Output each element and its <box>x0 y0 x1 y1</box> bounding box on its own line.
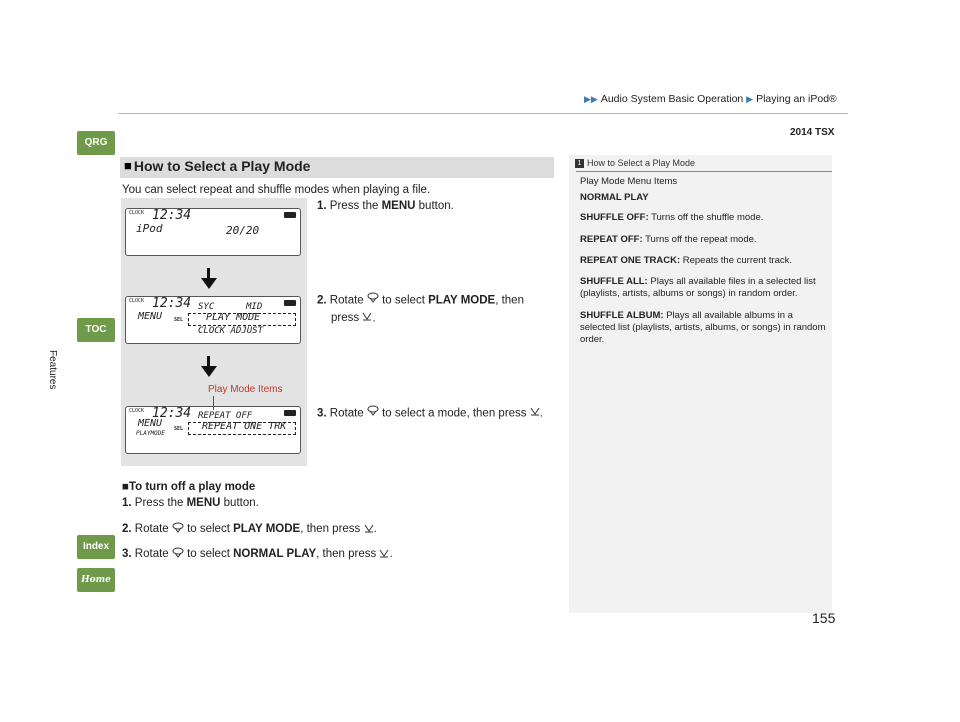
step-text: Rotate <box>329 407 367 420</box>
display-panel-menu <box>125 296 301 344</box>
mode-item-repeat-off: REPEAT OFF <box>198 411 253 421</box>
sidebar-item <box>580 276 826 300</box>
step-text: to select <box>378 294 429 307</box>
step-text: , then press <box>300 523 364 536</box>
callout-leader-line <box>213 396 214 410</box>
step-menu-name: NORMAL PLAY <box>233 548 317 561</box>
hd-icon <box>284 212 296 218</box>
step-text: Rotate <box>134 523 172 536</box>
step-text: . <box>373 523 377 536</box>
step-2 <box>317 292 524 327</box>
sidebar-item <box>580 192 826 204</box>
source-label: iPod <box>136 222 163 235</box>
turnoff-step-2 <box>122 522 377 536</box>
callout-play-mode-items: Play Mode Items <box>208 384 283 395</box>
section-square-icon: ■ <box>124 158 132 174</box>
sidebar-item <box>580 212 826 224</box>
knob-press-icon <box>364 522 374 536</box>
clock-time: 12:34 <box>152 208 192 223</box>
clock-time: 12:34 <box>152 406 192 421</box>
qrg-button[interactable]: QRG <box>77 131 115 155</box>
sidebar-term: REPEAT ONE TRACK: <box>580 255 681 266</box>
sel-indicator: SEL <box>174 426 184 432</box>
menu-label: MENU <box>138 311 163 322</box>
step-menu-name: PLAY MODE <box>233 523 301 536</box>
knob-press-icon <box>530 405 540 422</box>
step-1 <box>317 198 454 215</box>
step-text: to select a mode, then press <box>378 407 530 420</box>
step-button-name: MENU <box>186 497 221 509</box>
turnoff-heading-text: To turn off a play mode <box>128 481 256 493</box>
sidebar-desc: Plays all available files in a selected list (playlists, artists, albums or songs) in random order. <box>580 276 816 299</box>
sidebar-term: SHUFFLE ALBUM: <box>580 310 664 321</box>
toc-button[interactable]: TOC <box>77 318 115 342</box>
flow-arrow-head-icon <box>201 278 217 289</box>
clock-time: 12:34 <box>152 296 192 311</box>
sidebar-term: SHUFFLE ALL: <box>580 276 648 287</box>
menu-item-mid: MID <box>246 302 263 312</box>
breadcrumb-arrow-icon: ▶ <box>746 94 754 104</box>
breadcrumb-arrow-icon: ▶▶ <box>584 94 598 104</box>
section-title: How to Select a Play Mode <box>133 157 311 174</box>
step-text: press <box>331 312 363 325</box>
step-text: Press the <box>134 497 187 509</box>
sidebar-item <box>580 310 826 346</box>
turnoff-step-3 <box>122 547 393 561</box>
menu-item-clock-adjust: CLOCK ADJUST <box>198 326 264 336</box>
clock-tag: CLOCK <box>129 408 145 414</box>
step-text: button. <box>220 497 259 509</box>
knob-press-icon <box>379 547 389 561</box>
knob-press-icon <box>362 310 372 327</box>
turnoff-step-1 <box>122 497 259 509</box>
breadcrumb-link-audio[interactable]: Audio System Basic Operation <box>600 93 744 105</box>
step-number: 2. <box>122 523 132 536</box>
step-text: Rotate <box>134 548 172 561</box>
clock-tag: CLOCK <box>129 298 145 304</box>
sidebar-term: NORMAL PLAY <box>580 192 649 203</box>
selector-knob-icon <box>172 547 184 561</box>
hd-icon <box>284 410 296 416</box>
step-text: Rotate <box>329 294 367 307</box>
mode-item-repeat-one-trk: REPEAT ONE TRK <box>202 421 287 432</box>
index-button[interactable]: Index <box>77 535 115 559</box>
track-counter: 20/20 <box>226 224 260 237</box>
section-title-bar <box>120 157 554 178</box>
menu-item-syc: SYC <box>198 302 215 312</box>
sidebar-ref-icon: 1 <box>575 159 584 168</box>
hd-icon <box>284 300 296 306</box>
flow-arrow-head-icon <box>201 366 217 377</box>
sidebar-desc: Plays all available albums in a selected list (playlists, artists, albums, or songs) in random order. <box>580 310 826 345</box>
clock-tag: CLOCK <box>129 210 145 216</box>
playmode-label: PLAYMODE <box>136 430 165 437</box>
step-text: . <box>539 407 543 420</box>
display-panel-play-mode <box>125 406 301 454</box>
header-divider <box>118 113 848 114</box>
sidebar-title <box>575 158 695 168</box>
step-text: , then press <box>316 548 380 561</box>
sidebar-desc: Turns off the shuffle mode. <box>648 212 764 223</box>
step-text: to select <box>183 523 234 536</box>
step-number: 1. <box>317 200 327 212</box>
selector-knob-icon <box>367 292 379 309</box>
sub-square-icon: ■ <box>122 481 129 493</box>
sidebar-term: SHUFFLE OFF: <box>580 212 649 223</box>
sidebar-divider <box>576 171 832 172</box>
sidebar-term: REPEAT OFF: <box>580 234 643 245</box>
step-number: 3. <box>122 548 132 561</box>
selector-knob-icon <box>172 522 184 536</box>
step-button-name: MENU <box>381 200 416 212</box>
step-text: to select <box>183 548 234 561</box>
step-text: , then <box>495 294 524 307</box>
sidebar-desc: Repeats the current track. <box>680 255 793 266</box>
menu-item-play-mode: PLAY MODE <box>206 312 261 323</box>
sidebar-item <box>580 255 826 267</box>
step-number: 1. <box>122 497 132 509</box>
breadcrumb-link-ipod[interactable]: Playing an iPod® <box>756 93 837 105</box>
display-panel-ipod <box>125 208 301 256</box>
step-text: . <box>372 312 376 325</box>
sel-indicator: SEL <box>174 317 184 323</box>
step-3 <box>317 405 543 423</box>
features-chapter-label: Features <box>47 350 58 390</box>
model-label: 2014 TSX <box>790 127 835 138</box>
sidebar-desc: Turns off the repeat mode. <box>642 234 757 245</box>
selector-knob-icon <box>367 405 379 422</box>
turnoff-heading <box>122 481 255 493</box>
breadcrumb <box>584 93 837 105</box>
step-text: button. <box>415 200 454 212</box>
step-text: Press the <box>329 200 382 212</box>
home-button[interactable]: Home <box>77 568 115 592</box>
intro-text: You can select repeat and shuffle modes when playing a file. <box>122 184 431 196</box>
menu-label: MENU <box>138 418 163 429</box>
page-number: 155 <box>812 610 836 626</box>
step-menu-name: PLAY MODE <box>428 294 496 307</box>
display-diagram <box>121 198 307 466</box>
step-number: 3. <box>317 407 327 420</box>
step-text: . <box>389 548 393 561</box>
step-number: 2. <box>317 294 327 307</box>
sidebar-item <box>580 234 826 246</box>
sidebar-heading: Play Mode Menu Items <box>580 176 678 187</box>
sidebar-title-text: How to Select a Play Mode <box>587 158 696 168</box>
